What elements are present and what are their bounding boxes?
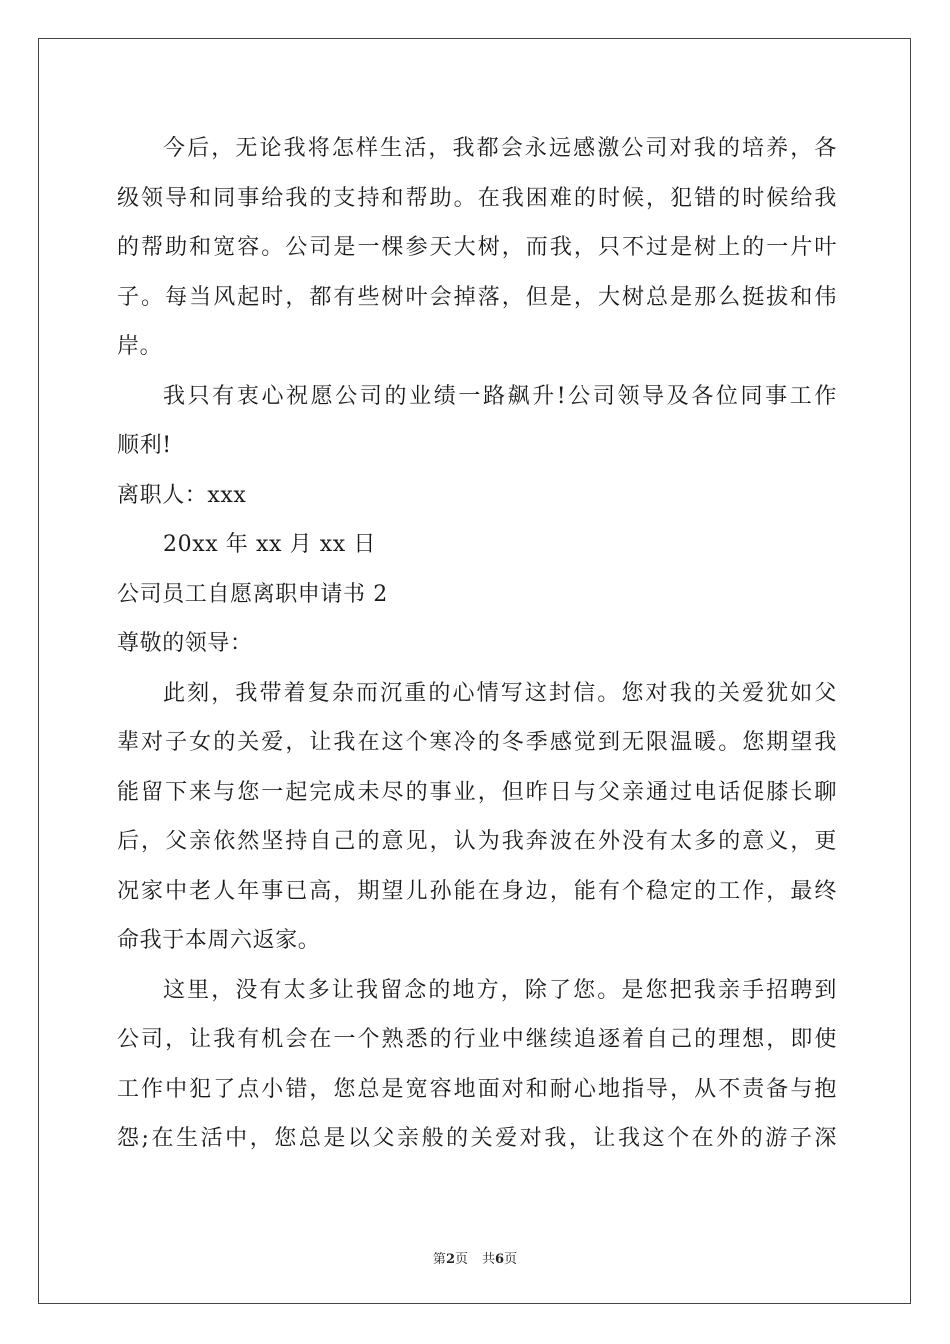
paragraph-line: 我只有衷心祝愿公司的业绩一路飙升!公司领导及各位同事工作 — [163, 383, 837, 409]
paragraph-line: 顺利! — [117, 433, 172, 458]
paragraph-line: 这里，没有太多让我留念的地方，除了您。是您把我亲手招聘到 — [163, 977, 837, 1003]
total-prefix: 共 — [482, 1252, 496, 1267]
paragraph-line: 公司，让我有机会在一个熟悉的行业中继续追逐着自己的理想，即使 — [117, 1027, 837, 1052]
paragraph-line: 子。每当风起时，都有些树叶会掉落，但是，大树总是那么挺拔和伟 — [117, 284, 837, 310]
paragraph-line: 岸。 — [117, 334, 163, 359]
paragraph-line: 今后，无论我将怎样生活，我都会永远感激公司对我的培养，各 — [163, 136, 837, 161]
total-page-number: 6 — [495, 1252, 505, 1267]
paragraph-line: 怨;在生活中，您总是以父亲般的关爱对我，让我这个在外的游子深 — [117, 1126, 837, 1151]
paragraph-line: 命我于本周六返家。 — [117, 928, 321, 953]
section-heading: 公司员工自愿离职申请书 2 — [117, 581, 388, 607]
salutation: 尊敬的领导： — [117, 631, 253, 656]
paragraph-line: 级领导和同事给我的支持和帮助。在我困难的时候，犯错的时候给我 — [117, 185, 837, 211]
paragraph-line: 后，父亲依然坚持自己的意见，认为我奔波在外没有太多的意义，更 — [117, 829, 837, 854]
paragraph-line: 工作中犯了点小错，您总是宽容地面对和耐心地指导，从不责备与抱 — [117, 1076, 837, 1102]
current-page-number: 2 — [445, 1252, 455, 1267]
paragraph-line: 能留下来与您一起完成未尽的事业，但昨日与父亲通过电话促膝长聊 — [117, 779, 837, 805]
paragraph-line: 的帮助和宽容。公司是一棵参天大树，而我，只不过是树上的一片叶 — [117, 235, 837, 260]
paragraph-line: 况家中老人年事已高，期望儿孙能在身边，能有个稳定的工作，最终 — [117, 878, 837, 904]
paragraph-line: 辈对子女的关爱，让我在这个寒冷的冬季感觉到无限温暖。您期望我 — [117, 730, 837, 755]
page-prefix: 第 — [432, 1252, 446, 1267]
document-body — [117, 124, 837, 1164]
page-footer — [0, 1248, 950, 1267]
paragraph-line: 此刻，我带着复杂而沉重的心情写这封信。您对我的关爱犹如父 — [163, 680, 837, 706]
date-line: 20xx 年 xx 月 xx 日 — [163, 532, 377, 557]
page-suffix: 页 — [454, 1252, 468, 1267]
total-suffix: 页 — [504, 1252, 518, 1267]
signature-line: 离职人：xxx — [117, 482, 247, 508]
